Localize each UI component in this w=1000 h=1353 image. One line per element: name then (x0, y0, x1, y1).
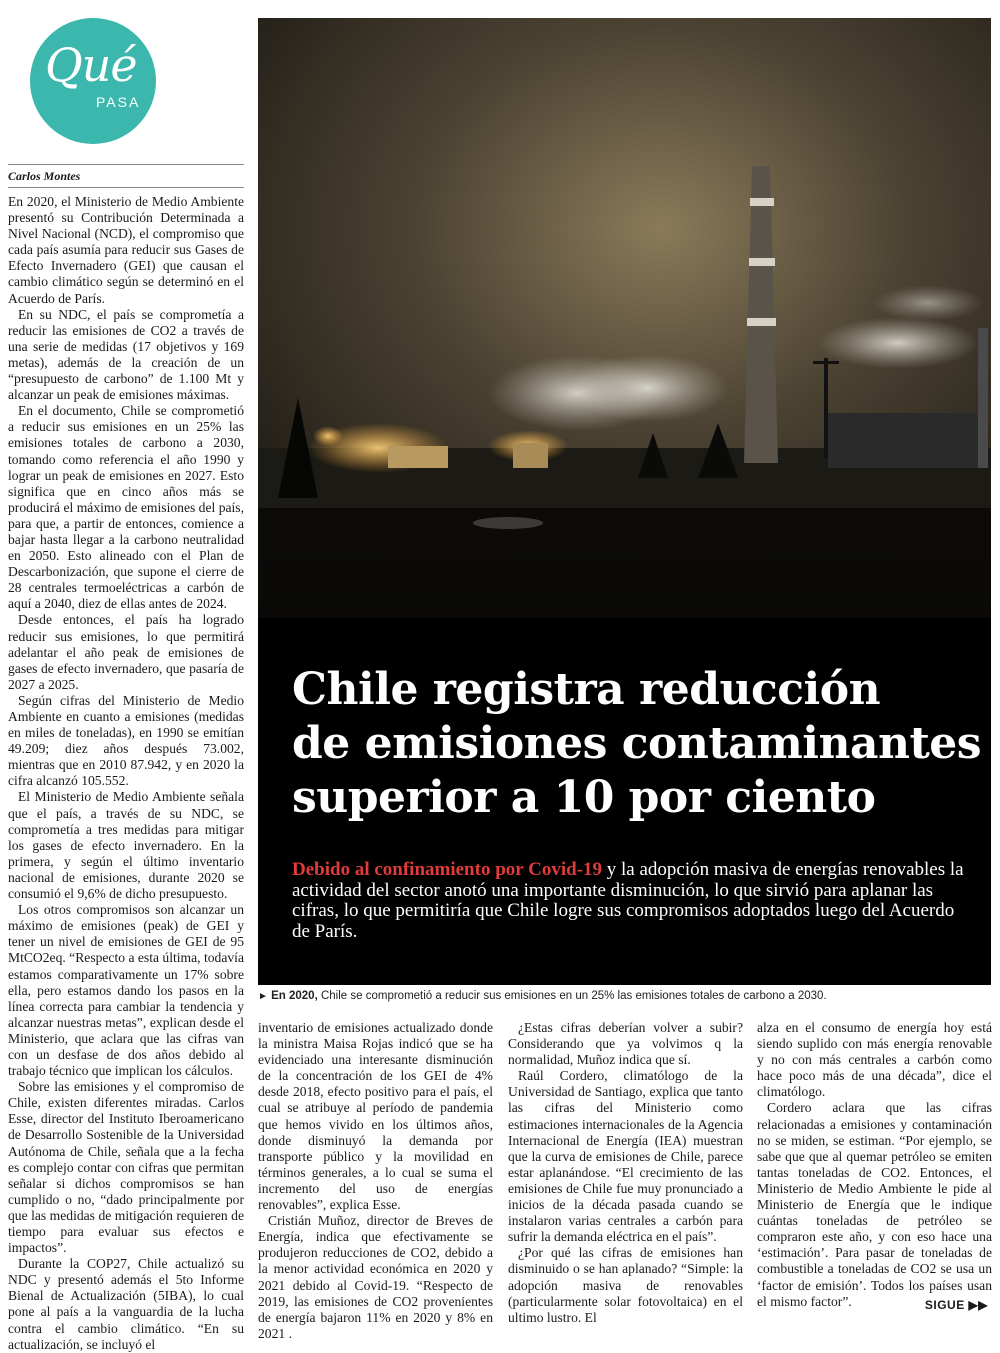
power-plant-night-illustration (258, 18, 991, 985)
article-deck (292, 860, 972, 942)
deck-highlight: Debido al confinamiento por Covid-19 (292, 859, 603, 880)
logo-main-text: Qué (45, 38, 137, 92)
paragraph: Según cifras del Ministerio de Medio Ambiente en cuanto a emisiones (medidas en miles de toneladas), en 1990 se emitían 49.209; diez años después 73.002, mientras que en 2010 87.942, y en 2020 la cifra alcanzó 105.552. (8, 692, 244, 789)
headline-line: de emisiones contaminantes (292, 718, 982, 769)
caption-marker-icon: ► (258, 991, 268, 1002)
left-column-text (8, 194, 244, 1353)
deck-text: y la adopción masiva de energías renovables la actividad del sector anotó una importante disminución, lo que sirvió para aplanar las cifras, lo que permitiría que Chile logre sus compromisos adoptados luego del Acuerdo de París. (292, 859, 964, 942)
paragraph: Raúl Cordero, climatólogo de la Universidad de Santiago, explica que tanto las cifras del Ministerio como estimaciones internacionales de la Agencia Internacional de Energía (IEA) muestran que la curva de emisiones de Chile, parece estar aplanándose. “El crecimiento de las emisiones de Chile fue muy pronunciado a inicios de la década pasada cuando se instalaron varias centrales a carbón para sufrir la demanda eléctrica en el país”. (508, 1068, 743, 1245)
paragraph: Sobre las emisiones y el compromiso de Chile, existen diferentes miradas. Carlos Esse, director del Instituto Iberoamericano de Desarrollo Sostenible de la Universidad Autónoma de Chile, señala que a la fecha es complejo contar con cifras que permitan señalar si dichos compromisos se han cumplido o no, “dado principalmente por que las medidas de mitigación requieren de tiempo para evaluar sus efectos e impactos”. (8, 1079, 244, 1256)
column-3 (508, 1020, 743, 1326)
paragraph: ¿Por qué las cifras de emisiones han disminuido o se han aplanado? “Simple: la adopción masiva de renovables (particularmente solar fotovoltaica) en el ultimo lustro. El (508, 1245, 743, 1325)
caption-text: Chile se comprometió a reducir sus emisiones en un 25% las emisiones totales de carbono a 2030. (317, 990, 827, 1002)
paragraph: Los otros compromisos son alcanzar un máximo de emisiones (peak) de GEI y tener un nivel de emisiones de GEI de 95 MtCO2eq. “Respecto a esta última, todavía estamos comparativamente un 17% sobre ella, pero estamos dando los pasos en la línea correcta para cambiar la tendencia y alcanzar nuestras metas”, explican desde el Ministerio, que aclara que las cifras van con un desfase de dos años debido al trabajo técnico que implican los cálculos. (8, 902, 244, 1079)
que-pasa-logo (30, 18, 156, 144)
paragraph: Desde entonces, el país ha logrado reducir sus emisiones, lo que permitirá adelantar el año peak de emisiones de gases de efecto invernadero, que pasaría de 2027 a 2025. (8, 612, 244, 692)
continue-indicator: SIGUE ▶▶ (924, 1298, 988, 1312)
article-headline (292, 663, 982, 825)
headline-line: Chile registra reducción (292, 664, 881, 715)
paragraph: Durante la COP27, Chile actualizó su NDC y presentó además el 5to Informe Bienal de Actualización (5IBA), lo cual pone al país a la vanguardia de la lucha contra el cambio climático. “En su actualización, se incluyó el (8, 1256, 244, 1352)
author-byline: Carlos Montes (8, 164, 244, 188)
logo-sub-text: PASA (96, 94, 141, 110)
paragraph: Cordero aclara que las cifras relacionadas a emisiones y contaminación no se miden, se estiman. “Por ejemplo, se sabe que que al quemar petróleo se emiten tantas toneladas de CO2. Entonces, el Ministerio de Medio Ambiente le pide al Ministerio de Energía que le indique cuántas toneladas de petróleo se compraron este año, y con eso hace una ‘estimación’. Para pasar de toneladas de combustible a toneladas de CO2 se usa un ‘factor de emisión’. Todos los países usan el mismo factor”. (757, 1100, 992, 1309)
left-column (8, 164, 244, 1353)
paragraph: En su NDC, el país se comprometía a reducir las emisiones de CO2 a través de una serie de medidas (17 objetivos y 169 metas), además de la creación de un “presupuesto de carbono” de 1.100 Mt y alcanzar un peak de emisiones máximas. (8, 306, 244, 403)
paragraph: En el documento, Chile se comprometió a reducir sus emisiones en un 25% las emisiones totales de carbono a 2030, tomando como referencia el año 1990 y lograr un peak de emisiones en 2027. Esto significa que en cinco años más se producirá el máximo de emisiones del país, para que, a partir de entonces, comience a bajar hasta llegar a la carbono neutralidad en 2050. Esto alineado con el Plan de Descarbonización, que supone el cierre de 28 centrales termoeléctricas a carbón de aquí a 2040, diez de ellas antes de 2024. (8, 403, 244, 612)
column-4 (757, 1020, 992, 1310)
paragraph: alza en el consumo de energía hoy está siendo suplido con más energía renovable y no con más centrales a carbón como hace poco más de una década”, dice el climatólogo. (757, 1020, 992, 1100)
paragraph: El Ministerio de Medio Ambiente señala que el país, a través de su NDC, se comprometía a tres medidas para mitigar los gases de efecto invernadero. En la primera, y según el último inventario nacional de emisiones, durante 2020 se consumió el 9,6% de dicho presupuesto. (8, 789, 244, 902)
paragraph: Cristián Muñoz, director de Breves de Energía, indica que efectivamente se produjeron reducciones de CO2, debido a la menor actividad económica en 2020 y 2021 debido al Covid-19. “Respecto de 2019, las emisiones de CO2 provenientes de energía bajaron 11% en 2020 y 8% en 2021 . (258, 1213, 493, 1341)
paragraph: En 2020, el Ministerio de Medio Ambiente presentó su Contribución Determinada a Nivel Nacional (NCD), el compromiso que cada país asumía para reducir sus Gases de Efecto Invernadero (GEI) que causan el cambio climático según se determinó en el Acuerdo de París. (8, 194, 244, 306)
photo-caption (258, 990, 998, 1002)
hero-photo (258, 18, 991, 985)
headline-line: superior a 10 por ciento (292, 772, 876, 823)
column-2 (258, 1020, 493, 1342)
caption-lead: En 2020, (271, 990, 318, 1002)
paragraph: inventario de emisiones actualizado donde la ministra Maisa Rojas indicó que se ha evidenciado una interesante disminución de la concentración de los GEI de 4% desde 2018, efecto positivo para el país, el cual se atribuye al período de pandemia que hemos vivido en los últimos años, donde disminuyó la demanda por transporte público y la movilidad en términos generales, a lo cual se suma el incremento del uso de energías renovables”, explica Esse. (258, 1020, 493, 1213)
paragraph: ¿Estas cifras deberían volver a subir? Considerando que ya volvimos q la normalidad, Muñoz indica que sí. (508, 1020, 743, 1068)
